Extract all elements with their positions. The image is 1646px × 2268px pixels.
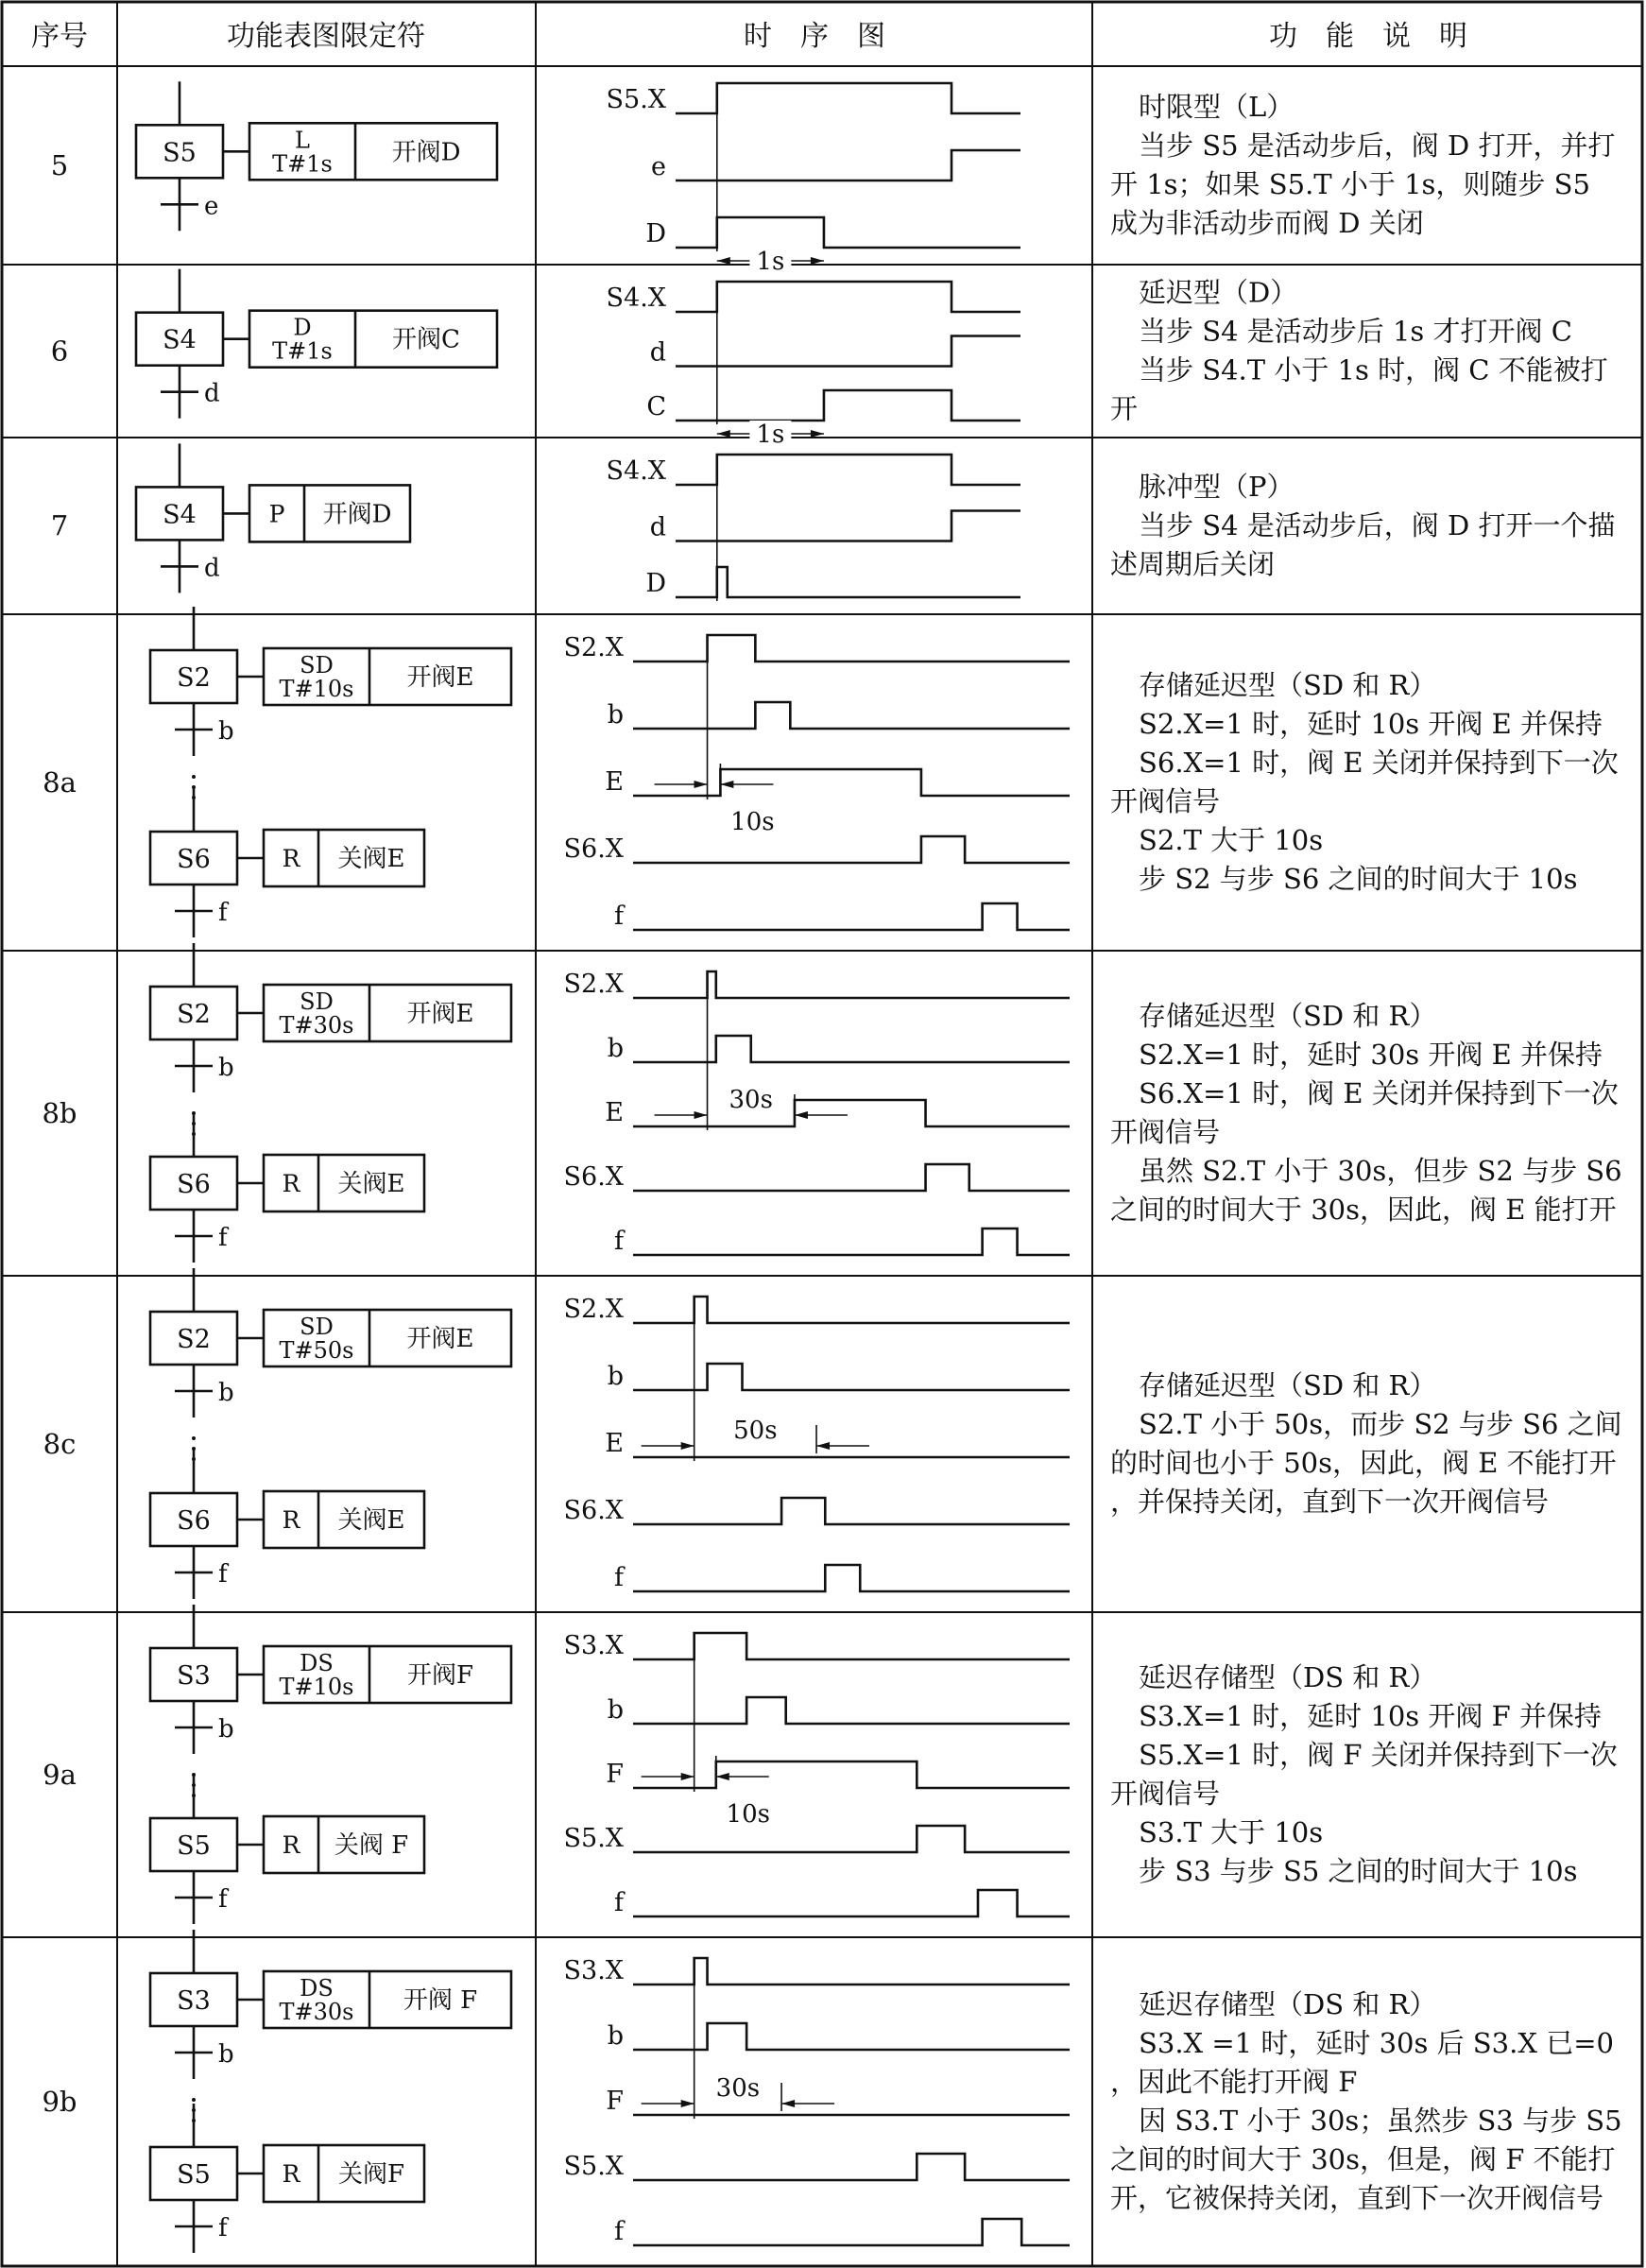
signal-waveform — [633, 1633, 1070, 1659]
transition-label: d — [204, 379, 220, 408]
dimension-arrow — [795, 1111, 808, 1119]
signal-label: C — [646, 392, 666, 421]
function-description — [1110, 669, 1619, 895]
transition-label: e — [204, 192, 219, 221]
description-line: S2.X=1 时，延时 30s 开阀 E 并保持 — [1139, 1039, 1603, 1071]
header-timing: 时 序 图 — [744, 20, 885, 53]
signal-label: b — [607, 1695, 624, 1725]
signal-label: E — [605, 1429, 624, 1458]
signal-label: f — [614, 1227, 624, 1256]
transition-label: f — [218, 1224, 228, 1252]
function-chart-symbol — [136, 81, 497, 231]
header-desc: 功 能 说 明 — [1269, 20, 1467, 53]
signal-label: S2.X — [563, 970, 624, 999]
action-label: 开阀 F — [403, 1986, 478, 2015]
signal-waveform — [633, 1228, 1070, 1255]
signal-waveform — [633, 1697, 1070, 1724]
row-number: 8c — [43, 1428, 77, 1460]
signal-label: f — [614, 902, 624, 931]
description-line: S3.T 大于 10s — [1139, 1816, 1324, 1848]
step-label: S5 — [163, 138, 197, 168]
qualifier-time: T#10s — [279, 1674, 354, 1700]
qualifier-time: T#30s — [279, 1012, 354, 1039]
timing-diagram — [564, 1956, 1070, 2246]
dimension-arrow — [681, 1773, 694, 1780]
function-chart-symbol — [136, 443, 410, 593]
description-line: 脉冲型（P） — [1139, 471, 1295, 503]
step-label: S5 — [177, 2160, 211, 2190]
dimension-arrow — [694, 1111, 708, 1119]
signal-label: S6.X — [563, 834, 624, 864]
description-line: ，并保持关闭，直到下一次开阀信号 — [1110, 1486, 1550, 1518]
signal-label: S5.X — [606, 85, 666, 114]
continuation-dot — [192, 775, 196, 779]
description-line: S3.X =1 时，延时 30s 后 S3.X 已=0 — [1139, 2027, 1614, 2059]
row-number: 9a — [43, 1759, 77, 1791]
dimension-label: 30s — [715, 2074, 761, 2103]
transition-label: b — [218, 1379, 234, 1407]
signal-waveform — [676, 336, 1020, 367]
qualifier-time: T#30s — [279, 1999, 354, 2025]
row-number: 5 — [50, 149, 69, 181]
qualifier-type: R — [282, 1170, 300, 1197]
signal-waveform — [633, 1890, 1070, 1916]
row-number: 9b — [42, 2086, 77, 2118]
transition-label: f — [218, 1885, 228, 1914]
description-line: 当步 S5 是活动步后，阀 D 打开，并打 — [1139, 129, 1616, 162]
function-chart-symbol — [136, 269, 497, 419]
signal-label: S3.X — [563, 1956, 624, 1985]
continuation-dot — [192, 2098, 196, 2102]
qualifier-type: SD — [300, 1314, 334, 1340]
dimension-arrow — [717, 430, 730, 438]
action-label: 开阀D — [391, 138, 461, 167]
qualifier-time: T#1s — [272, 337, 333, 365]
signal-label: d — [649, 512, 666, 542]
signal-label: f — [614, 1563, 624, 1592]
signal-label: f — [614, 1888, 624, 1917]
signal-label: S3.X — [563, 1631, 624, 1660]
signal-waveform — [633, 971, 1070, 998]
timing-diagram — [564, 970, 1070, 1256]
dimension-arrow — [811, 257, 824, 265]
row-number: 6 — [50, 335, 69, 368]
dimension-label: 1s — [756, 248, 785, 276]
dimension-arrow — [811, 430, 824, 438]
row-number: 8a — [43, 766, 77, 799]
description-line: 步 S2 与步 S6 之间的时间大于 10s — [1139, 863, 1578, 895]
dimension-arrow — [816, 1442, 830, 1450]
qualifier-type: D — [293, 314, 312, 341]
timing-diagram — [607, 83, 1020, 276]
action-label: 开阀E — [406, 663, 474, 692]
signal-label: S5.X — [563, 2152, 624, 2181]
row-number: 7 — [50, 509, 69, 542]
step-label: S6 — [177, 1506, 211, 1536]
description-line: 虽然 S2.T 小于 30s，但步 S2 与步 S6 — [1139, 1155, 1622, 1187]
qualifier-time: T#10s — [279, 676, 354, 702]
qualifier-type: L — [295, 127, 310, 154]
table-row — [43, 1268, 1622, 1599]
signal-label: S6.X — [563, 1496, 624, 1525]
description-line: 当步 S4.T 小于 1s 时，阀 C 不能被打 — [1139, 353, 1608, 387]
description-line: S6.X=1 时，阀 E 关闭并保持到下一次 — [1139, 747, 1619, 779]
description-line: 延迟型（D） — [1139, 276, 1298, 309]
transition-label: f — [218, 1560, 228, 1589]
qualifier-type: SD — [300, 988, 334, 1015]
qualifier-type: SD — [300, 652, 334, 679]
dimension-arrow — [681, 2100, 694, 2107]
signal-waveform — [633, 702, 1070, 729]
dimension-label: 10s — [726, 1800, 770, 1829]
transition-label: f — [218, 899, 228, 927]
dimension-arrow — [717, 257, 730, 265]
table-row — [43, 607, 1619, 937]
signal-waveform — [633, 1297, 1070, 1323]
signal-waveform — [676, 282, 1020, 312]
description-line: 开阀信号 — [1110, 1116, 1221, 1148]
signal-label: d — [649, 337, 666, 368]
signal-label: b — [607, 1362, 624, 1391]
signal-label: S4.X — [606, 284, 666, 313]
qualifier-type: DS — [300, 1650, 334, 1676]
table-body — [42, 81, 1621, 2253]
function-description — [1110, 1369, 1622, 1518]
description-line: 成为非活动步而阀 D 关闭 — [1110, 207, 1424, 239]
function-chart-symbol — [150, 1268, 511, 1599]
description-line: 存储延迟型（SD 和 R） — [1139, 1369, 1437, 1401]
action-label: 开阀D — [322, 500, 392, 529]
signal-label: S6.X — [563, 1162, 624, 1192]
description-line: 开，它被保持关闭，直到下一次开阀信号 — [1110, 2182, 1604, 2214]
step-label: S2 — [177, 663, 211, 693]
transition-label: b — [218, 1054, 234, 1082]
description-line: 的时间也小于 50s，因此，阀 E 不能打开 — [1110, 1447, 1617, 1479]
step-label: S4 — [163, 500, 197, 530]
header-symbol: 功能表图限定符 — [227, 20, 425, 53]
description-line: 当步 S4 是活动步后 1s 才打开阀 C — [1139, 315, 1572, 348]
signal-waveform — [633, 1761, 1070, 1788]
table-row — [51, 443, 1616, 601]
table-row — [42, 1930, 1621, 2253]
signal-label: E — [605, 1098, 624, 1127]
action-label: 关阀E — [337, 1170, 405, 1198]
transition-label: b — [218, 1715, 234, 1744]
signal-waveform — [633, 1364, 1070, 1390]
qualifier-type: R — [282, 1506, 300, 1534]
function-description — [1110, 1988, 1622, 2214]
signal-label: S2.X — [563, 1295, 624, 1324]
description-line: 存储延迟型（SD 和 R） — [1139, 669, 1437, 701]
transition-label: b — [218, 717, 234, 746]
qualifier-type: R — [282, 2160, 300, 2188]
signal-label: F — [606, 2087, 624, 2116]
qualifier-time: T#50s — [279, 1337, 354, 1364]
table-row — [51, 81, 1616, 276]
description-line: 开阀信号 — [1110, 1778, 1221, 1810]
signal-waveform — [633, 2219, 1070, 2245]
action-label: 关阀E — [337, 1506, 405, 1535]
table-row — [43, 1605, 1618, 1924]
function-description — [1110, 1000, 1622, 1226]
dimension-label: 50s — [733, 1417, 778, 1445]
description-line: 当步 S4 是活动步后，阀 D 打开一个描 — [1139, 509, 1616, 541]
function-chart-symbol — [150, 1605, 511, 1924]
timing-diagram — [564, 633, 1070, 931]
description-line: S3.X=1 时，延时 10s 开阀 F 并保持 — [1139, 1700, 1602, 1732]
action-label: 关阀F — [337, 2160, 405, 2189]
signal-label: f — [614, 2217, 624, 2246]
description-line: 存储延迟型（SD 和 R） — [1139, 1000, 1437, 1032]
function-description — [1110, 471, 1615, 580]
description-line: 开 1s；如果 S5.T 小于 1s，则随步 S5 — [1110, 168, 1590, 200]
timing-diagram — [564, 1295, 1070, 1592]
signal-waveform — [676, 217, 1020, 248]
qualifier-type: DS — [300, 1975, 334, 2002]
continuation-dot — [192, 1436, 196, 1440]
description-line: 延迟存储型（DS 和 R） — [1139, 1988, 1437, 2020]
action-label: 开阀F — [406, 1661, 474, 1690]
description-line: 述周期后关闭 — [1110, 548, 1276, 580]
function-chart-symbol — [150, 1930, 511, 2253]
dimension-arrow — [781, 2100, 795, 2107]
transition-label: b — [218, 2040, 234, 2069]
description-line: S2.T 大于 10s — [1139, 824, 1324, 856]
dimension-arrow — [681, 1442, 694, 1450]
dimension-label: 10s — [730, 808, 775, 836]
action-label: 开阀E — [406, 1325, 474, 1353]
signal-waveform — [676, 83, 1020, 113]
description-line: 之间的时间大于 30s，因此，阀 E 能打开 — [1110, 1194, 1617, 1226]
signal-waveform — [633, 1826, 1070, 1852]
signal-label: E — [605, 767, 624, 797]
row-number: 8b — [42, 1097, 77, 1129]
timing-diagram — [564, 1631, 1070, 1917]
signal-label: S5.X — [563, 1824, 624, 1853]
signal-waveform — [676, 390, 1020, 421]
description-line: S2.X=1 时，延时 10s 开阀 E 并保持 — [1139, 708, 1603, 740]
step-label: S6 — [177, 845, 211, 874]
description-line: S6.X=1 时，阀 E 关闭并保持到下一次 — [1139, 1077, 1619, 1109]
signal-label: D — [645, 219, 666, 249]
signal-waveform — [633, 903, 1070, 930]
signal-label: S2.X — [563, 633, 624, 662]
dimension-label: 30s — [729, 1086, 773, 1114]
signal-waveform — [633, 836, 1070, 863]
description-line: ，因此不能打开阀 F — [1110, 2066, 1358, 2098]
step-label: S2 — [177, 1000, 211, 1029]
description-line: 开阀信号 — [1110, 785, 1221, 817]
step-label: S3 — [177, 1986, 211, 2016]
step-label: S2 — [177, 1325, 211, 1354]
table-header — [31, 20, 1467, 53]
signal-waveform — [676, 455, 1020, 485]
action-label: 开阀C — [392, 325, 460, 354]
step-label: S3 — [177, 1661, 211, 1691]
function-chart-symbol — [150, 607, 511, 937]
step-label: S4 — [163, 325, 197, 355]
signal-waveform — [633, 1498, 1070, 1524]
timing-diagram — [607, 455, 1020, 601]
description-line: 时限型（L） — [1139, 91, 1295, 123]
signal-waveform — [633, 635, 1070, 662]
description-line: 因 S3.T 小于 30s；虽然步 S3 与步 S5 — [1139, 2105, 1622, 2137]
action-label: 开阀E — [406, 1000, 474, 1028]
table-row — [42, 943, 1621, 1263]
qualifier-type: R — [282, 1831, 300, 1859]
function-description — [1110, 277, 1608, 425]
dimension-arrow — [720, 781, 733, 788]
step-label: S5 — [177, 1831, 211, 1861]
step-label: S6 — [177, 1170, 211, 1199]
description-line: 延迟存储型（DS 和 R） — [1139, 1661, 1437, 1693]
dimension-arrow — [716, 1773, 729, 1780]
signal-label: e — [651, 152, 666, 181]
action-label: 关阀E — [337, 845, 405, 873]
qualifier-type: R — [282, 845, 300, 872]
description-line: 开 — [1110, 392, 1139, 425]
signal-label: b — [607, 700, 624, 730]
description-line: S5.X=1 时，阀 F 关闭并保持到下一次 — [1139, 1739, 1618, 1771]
signal-label: F — [606, 1760, 624, 1789]
dimension-arrow — [694, 781, 708, 788]
header-no: 序号 — [31, 20, 88, 53]
signal-label: S4.X — [606, 456, 666, 486]
function-chart-symbol — [150, 943, 511, 1263]
signal-waveform — [633, 1164, 1070, 1191]
signal-waveform — [633, 1565, 1070, 1591]
signal-waveform — [676, 567, 1020, 597]
signal-waveform — [633, 1036, 1070, 1062]
signal-waveform — [676, 150, 1020, 180]
qualifier-type: P — [268, 500, 285, 528]
signal-label: b — [607, 2021, 624, 2051]
description-line: S2.T 小于 50s，而步 S2 与步 S6 之间 — [1139, 1408, 1622, 1440]
transition-label: d — [204, 554, 220, 583]
qualifier-time: T#1s — [272, 150, 333, 178]
signal-label: D — [645, 569, 666, 598]
signal-label: b — [607, 1034, 624, 1063]
function-description — [1110, 91, 1615, 239]
dimension-label: 1s — [756, 421, 785, 449]
signal-waveform — [633, 1958, 1070, 1984]
action-label: 关阀 F — [334, 1831, 409, 1860]
timing-diagram — [607, 282, 1020, 449]
transition-label: f — [218, 2214, 228, 2242]
signal-waveform — [633, 2023, 1070, 2050]
description-line: 步 S3 与步 S5 之间的时间大于 10s — [1139, 1855, 1578, 1887]
table-row — [51, 269, 1608, 449]
function-description — [1110, 1661, 1618, 1887]
signal-waveform — [676, 511, 1020, 541]
description-line: 之间的时间大于 30s，但是，阀 F 不能打 — [1110, 2143, 1616, 2175]
signal-waveform — [633, 2154, 1070, 2180]
